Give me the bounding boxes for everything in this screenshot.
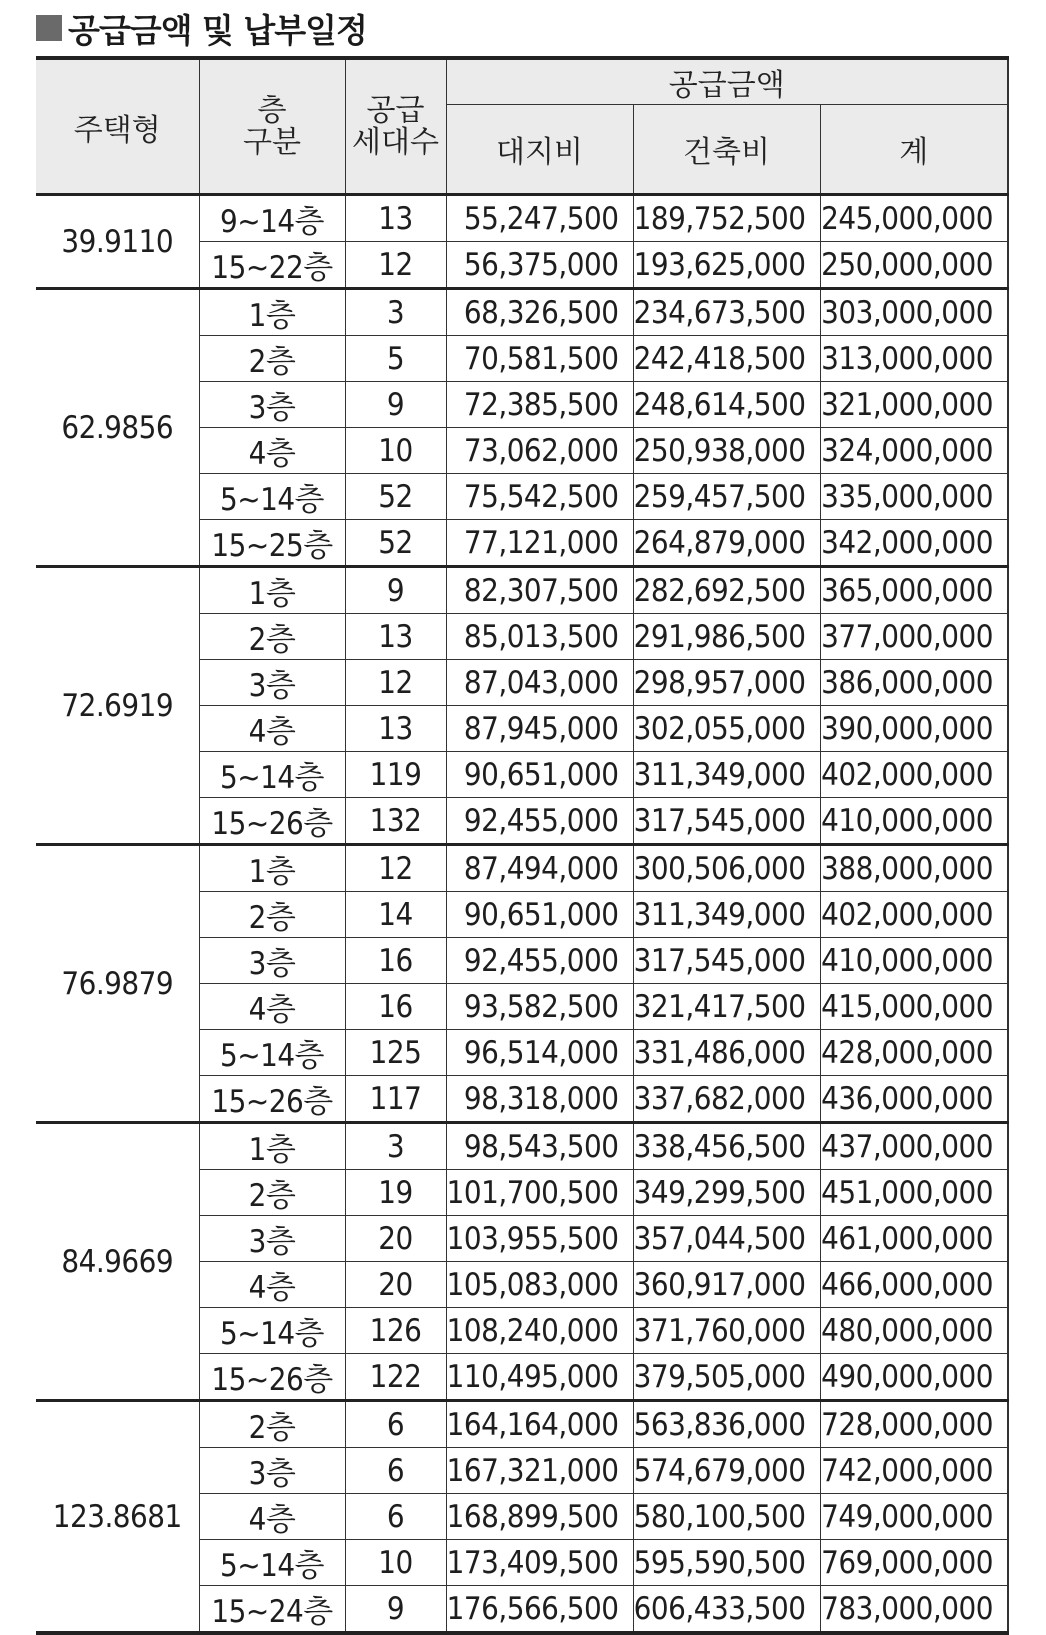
units-cell: 117 [345,1076,446,1123]
total-cost-cell: 388,000,000 [820,845,1008,892]
land-cost-cell: 93,582,500 [446,984,633,1030]
floor-cell: 3층 [199,1216,345,1262]
total-cost-cell: 321,000,000 [820,382,1008,428]
units-cell: 16 [345,984,446,1030]
land-cost-cell: 96,514,000 [446,1030,633,1076]
floor-cell: 5~14층 [199,1030,345,1076]
land-cost-cell: 167,321,000 [446,1448,633,1494]
building-cost-cell: 300,506,000 [633,845,820,892]
units-cell: 9 [345,382,446,428]
total-cost-cell: 415,000,000 [820,984,1008,1030]
building-cost-cell: 606,433,500 [633,1586,820,1634]
building-cost-cell: 317,545,000 [633,798,820,845]
units-cell: 13 [345,614,446,660]
land-cost-cell: 72,385,500 [446,382,633,428]
total-cost-cell: 451,000,000 [820,1170,1008,1216]
building-cost-cell: 311,349,000 [633,892,820,938]
total-cost-cell: 250,000,000 [820,242,1008,289]
building-cost-cell: 242,418,500 [633,336,820,382]
floor-cell: 1층 [199,567,345,614]
land-cost-cell: 98,318,000 [446,1076,633,1123]
total-cost-cell: 377,000,000 [820,614,1008,660]
building-cost-cell: 360,917,000 [633,1262,820,1308]
table-row [36,289,1008,336]
land-cost-cell: 85,013,500 [446,614,633,660]
table-row [36,1401,1008,1448]
floor-cell: 4층 [199,984,345,1030]
units-cell: 13 [345,195,446,242]
units-cell: 6 [345,1448,446,1494]
land-cost-cell: 101,700,500 [446,1170,633,1216]
total-cost-cell: 742,000,000 [820,1448,1008,1494]
table-row [36,567,1008,614]
housing-type-cell: 62.9856 [36,289,199,567]
floor-cell: 15~22층 [199,242,345,289]
total-cost-cell: 390,000,000 [820,706,1008,752]
land-cost-cell: 56,375,000 [446,242,633,289]
table-body [36,195,1008,1634]
building-cost-cell: 189,752,500 [633,195,820,242]
floor-cell: 9~14층 [199,195,345,242]
building-cost-cell: 580,100,500 [633,1494,820,1540]
building-cost-cell: 331,486,000 [633,1030,820,1076]
total-cost-cell: 365,000,000 [820,567,1008,614]
building-cost-cell: 379,505,000 [633,1354,820,1401]
land-cost-cell: 77,121,000 [446,520,633,567]
floor-cell: 5~14층 [199,1308,345,1354]
floor-cell: 3층 [199,660,345,706]
units-cell: 52 [345,520,446,567]
section-title-text: 공급금액 및 납부일정 [68,10,367,50]
units-cell: 20 [345,1216,446,1262]
building-cost-cell: 302,055,000 [633,706,820,752]
building-cost-cell: 337,682,000 [633,1076,820,1123]
floor-cell: 5~14층 [199,1540,345,1586]
land-cost-cell: 92,455,000 [446,798,633,845]
units-cell: 132 [345,798,446,845]
units-cell: 10 [345,1540,446,1586]
total-cost-cell: 428,000,000 [820,1030,1008,1076]
building-cost-cell: 311,349,000 [633,752,820,798]
units-cell: 3 [345,289,446,336]
header-floor-text: 층 구분 [243,93,301,160]
land-cost-cell: 168,899,500 [446,1494,633,1540]
building-cost-cell: 291,986,500 [633,614,820,660]
table-header [36,58,1008,195]
table-row [36,1123,1008,1170]
land-cost-cell: 73,062,000 [446,428,633,474]
supply-price-table [36,56,1009,1635]
floor-cell: 5~14층 [199,752,345,798]
land-cost-cell: 105,083,000 [446,1262,633,1308]
land-cost-cell: 176,566,500 [446,1586,633,1634]
land-cost-cell: 68,326,500 [446,289,633,336]
section-title [36,6,367,50]
land-cost-cell: 70,581,500 [446,336,633,382]
header-type: 주택형 [36,58,199,195]
total-cost-cell: 386,000,000 [820,660,1008,706]
floor-cell: 3층 [199,382,345,428]
floor-cell: 2층 [199,1401,345,1448]
building-cost-cell: 338,456,500 [633,1123,820,1170]
units-cell: 12 [345,845,446,892]
units-cell: 20 [345,1262,446,1308]
land-cost-cell: 103,955,500 [446,1216,633,1262]
building-cost-cell: 298,957,000 [633,660,820,706]
floor-cell: 2층 [199,1170,345,1216]
land-cost-cell: 164,164,000 [446,1401,633,1448]
building-cost-cell: 357,044,500 [633,1216,820,1262]
header-units-text: 공급 세대수 [352,93,439,160]
building-cost-cell: 259,457,500 [633,474,820,520]
units-cell: 12 [345,242,446,289]
units-cell: 119 [345,752,446,798]
building-cost-cell: 282,692,500 [633,567,820,614]
land-cost-cell: 90,651,000 [446,752,633,798]
square-bullet-icon [36,15,62,41]
land-cost-cell: 82,307,500 [446,567,633,614]
header-building: 건축비 [633,105,820,195]
land-cost-cell: 87,043,000 [446,660,633,706]
land-cost-cell: 90,651,000 [446,892,633,938]
units-cell: 13 [345,706,446,752]
building-cost-cell: 371,760,000 [633,1308,820,1354]
building-cost-cell: 248,614,500 [633,382,820,428]
total-cost-cell: 783,000,000 [820,1586,1008,1634]
total-cost-cell: 466,000,000 [820,1262,1008,1308]
housing-type-cell: 76.9879 [36,845,199,1123]
land-cost-cell: 55,247,500 [446,195,633,242]
building-cost-cell: 574,679,000 [633,1448,820,1494]
units-cell: 16 [345,938,446,984]
units-cell: 14 [345,892,446,938]
floor-cell: 15~26층 [199,1076,345,1123]
units-cell: 10 [345,428,446,474]
land-cost-cell: 110,495,000 [446,1354,633,1401]
total-cost-cell: 402,000,000 [820,752,1008,798]
land-cost-cell: 108,240,000 [446,1308,633,1354]
total-cost-cell: 490,000,000 [820,1354,1008,1401]
header-floor [199,58,345,195]
floor-cell: 1층 [199,845,345,892]
table-row [36,845,1008,892]
floor-cell: 15~26층 [199,798,345,845]
floor-cell: 1층 [199,289,345,336]
total-cost-cell: 480,000,000 [820,1308,1008,1354]
units-cell: 125 [345,1030,446,1076]
floor-cell: 2층 [199,892,345,938]
total-cost-cell: 728,000,000 [820,1401,1008,1448]
floor-cell: 15~26층 [199,1354,345,1401]
floor-cell: 4층 [199,1262,345,1308]
floor-cell: 5~14층 [199,474,345,520]
units-cell: 6 [345,1401,446,1448]
land-cost-cell: 75,542,500 [446,474,633,520]
floor-cell: 3층 [199,938,345,984]
units-cell: 52 [345,474,446,520]
building-cost-cell: 563,836,000 [633,1401,820,1448]
total-cost-cell: 769,000,000 [820,1540,1008,1586]
land-cost-cell: 87,494,000 [446,845,633,892]
units-cell: 126 [345,1308,446,1354]
total-cost-cell: 436,000,000 [820,1076,1008,1123]
building-cost-cell: 349,299,500 [633,1170,820,1216]
total-cost-cell: 342,000,000 [820,520,1008,567]
units-cell: 3 [345,1123,446,1170]
housing-type-cell: 84.9669 [36,1123,199,1401]
housing-type-cell: 39.9110 [36,195,199,289]
total-cost-cell: 313,000,000 [820,336,1008,382]
units-cell: 9 [345,567,446,614]
building-cost-cell: 317,545,000 [633,938,820,984]
housing-type-cell: 123.8681 [36,1401,199,1634]
floor-cell: 15~24층 [199,1586,345,1634]
housing-type-cell: 72.6919 [36,567,199,845]
floor-cell: 2층 [199,336,345,382]
header-land: 대지비 [446,105,633,195]
total-cost-cell: 335,000,000 [820,474,1008,520]
total-cost-cell: 410,000,000 [820,938,1008,984]
table-row [36,195,1008,242]
units-cell: 122 [345,1354,446,1401]
building-cost-cell: 321,417,500 [633,984,820,1030]
header-amount-group: 공급금액 [446,58,1008,105]
total-cost-cell: 303,000,000 [820,289,1008,336]
building-cost-cell: 595,590,500 [633,1540,820,1586]
building-cost-cell: 193,625,000 [633,242,820,289]
header-total: 계 [820,105,1008,195]
floor-cell: 4층 [199,428,345,474]
building-cost-cell: 234,673,500 [633,289,820,336]
building-cost-cell: 250,938,000 [633,428,820,474]
units-cell: 12 [345,660,446,706]
total-cost-cell: 461,000,000 [820,1216,1008,1262]
floor-cell: 15~25층 [199,520,345,567]
header-units [345,58,446,195]
land-cost-cell: 98,543,500 [446,1123,633,1170]
land-cost-cell: 87,945,000 [446,706,633,752]
floor-cell: 4층 [199,706,345,752]
total-cost-cell: 437,000,000 [820,1123,1008,1170]
units-cell: 5 [345,336,446,382]
units-cell: 19 [345,1170,446,1216]
total-cost-cell: 402,000,000 [820,892,1008,938]
units-cell: 9 [345,1586,446,1634]
total-cost-cell: 749,000,000 [820,1494,1008,1540]
floor-cell: 3층 [199,1448,345,1494]
building-cost-cell: 264,879,000 [633,520,820,567]
floor-cell: 1층 [199,1123,345,1170]
land-cost-cell: 92,455,000 [446,938,633,984]
floor-cell: 2층 [199,614,345,660]
total-cost-cell: 324,000,000 [820,428,1008,474]
land-cost-cell: 173,409,500 [446,1540,633,1586]
total-cost-cell: 245,000,000 [820,195,1008,242]
total-cost-cell: 410,000,000 [820,798,1008,845]
units-cell: 6 [345,1494,446,1540]
floor-cell: 4층 [199,1494,345,1540]
